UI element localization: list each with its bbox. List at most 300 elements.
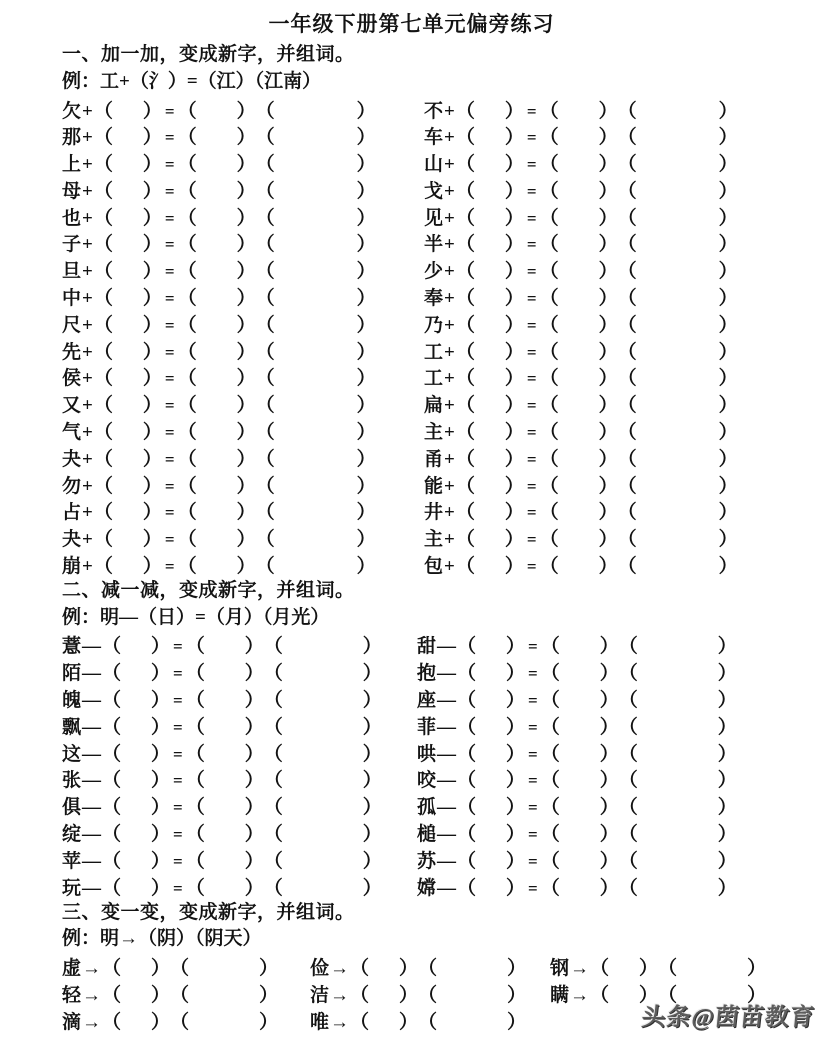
answer-blank (275, 116, 357, 117)
answer-blank (113, 544, 143, 545)
paren-close: ） (236, 207, 256, 229)
exercise-item (417, 846, 737, 873)
paren-close: ） (718, 207, 738, 229)
exercise-row (62, 739, 823, 766)
equals-symbol: = (526, 342, 537, 362)
exercise-item (62, 524, 424, 551)
paren-open: （ (617, 154, 637, 176)
paren-open: （ (455, 127, 475, 149)
paren-close: ） (504, 234, 524, 256)
paren-open: （ (618, 743, 638, 765)
paren-close: ） (718, 154, 738, 176)
answer-blank (113, 249, 143, 250)
answer-blank (121, 812, 151, 813)
paren-close: ） (717, 743, 737, 765)
paren-close: ） (717, 716, 737, 738)
exercise-item (62, 337, 424, 364)
paren-open: （ (539, 154, 559, 176)
exercise-character: 欠 (62, 100, 82, 122)
paren-close: ） (598, 207, 618, 229)
operator-symbol: + (444, 180, 455, 202)
equals-symbol: = (173, 851, 183, 871)
paren-close: ） (506, 824, 526, 846)
answer-blank (283, 651, 363, 652)
paren-open: （ (618, 824, 638, 846)
answer-blank (205, 732, 245, 733)
exercise-item (310, 1007, 550, 1034)
answer-blank (197, 276, 237, 277)
page-title: 一年级下册第七单元偏旁练习 (268, 12, 555, 36)
paren-open: （ (539, 288, 559, 310)
equals-symbol: = (526, 396, 537, 416)
paren-close: ） (236, 127, 256, 149)
paren-close: ） (236, 556, 256, 578)
equals-symbol: = (173, 825, 183, 845)
answer-blank (437, 973, 507, 974)
exercise-item (62, 1007, 310, 1034)
exercise-item (417, 739, 737, 766)
paren-close: ） (151, 636, 171, 658)
equals-symbol: = (164, 423, 175, 443)
operator-symbol: — (437, 636, 457, 658)
paren-close: ） (244, 663, 264, 685)
paren-open: （ (539, 100, 559, 122)
paren-close: ） (142, 475, 162, 497)
paren-open: （ (539, 448, 559, 470)
answer-blank (560, 732, 600, 733)
operator-symbol: → (82, 1011, 102, 1033)
exercise-row (62, 632, 823, 659)
paren-open: （ (255, 556, 275, 578)
exercise-row (62, 685, 823, 712)
paren-open: （ (457, 743, 477, 765)
operator-symbol: + (444, 502, 455, 524)
answer-blank (275, 330, 357, 331)
paren-open: （ (255, 529, 275, 551)
equals-symbol: = (528, 825, 538, 845)
paren-open: （ (93, 288, 113, 310)
exercise-row (62, 792, 823, 819)
paren-close: ） (356, 207, 376, 229)
paren-open: （ (540, 797, 560, 819)
exercise-character: 俭 (310, 958, 330, 979)
paren-open: （ (539, 127, 559, 149)
exercise-item (62, 819, 417, 846)
answer-blank (637, 330, 719, 331)
paren-close: ） (717, 636, 737, 658)
paren-open: （ (255, 475, 275, 497)
answer-blank (560, 759, 600, 760)
paren-open: （ (455, 234, 475, 256)
exercise-row (62, 337, 823, 364)
paren-open: （ (540, 824, 560, 846)
exercise-row (62, 766, 823, 793)
paren-open: （ (618, 636, 638, 658)
answer-blank (113, 169, 143, 170)
paren-open: （ (590, 984, 610, 1006)
paren-close: ） (236, 529, 256, 551)
paren-open: （ (177, 127, 197, 149)
paren-close: ） (236, 100, 256, 122)
section-1-heading: 一、加一加，变成新字，并组词。 (62, 44, 355, 65)
paren-open: （ (540, 663, 560, 685)
answer-blank (113, 330, 143, 331)
paren-open: （ (185, 797, 205, 819)
section-3-example: 例：明→（阴）（阴天） (62, 928, 262, 950)
paren-open: （ (255, 127, 275, 149)
paren-open: （ (102, 984, 122, 1006)
paren-close: ） (142, 180, 162, 202)
answer-blank (638, 759, 718, 760)
paren-open: （ (455, 314, 475, 336)
exercise-character: 奉 (424, 288, 444, 310)
exercise-character: 嫦 (417, 877, 437, 899)
answer-blank (205, 705, 245, 706)
paren-open: （ (263, 824, 283, 846)
paren-close: ） (506, 663, 526, 685)
operator-symbol: — (82, 663, 102, 685)
paren-open: （ (102, 877, 122, 899)
exercise-item (62, 176, 424, 203)
paren-close: ） (504, 288, 524, 310)
paren-open: （ (539, 341, 559, 363)
paren-open: （ (455, 154, 475, 176)
answer-blank (475, 196, 505, 197)
exercise-item (62, 256, 424, 283)
exercise-row (62, 819, 823, 846)
exercise-character: 虚 (62, 958, 82, 979)
answer-blank (197, 116, 237, 117)
paren-close: ） (598, 127, 618, 149)
answer-blank (637, 410, 719, 411)
paren-close: ） (718, 368, 738, 390)
exercise-item (310, 953, 550, 980)
exercise-character: 夬 (62, 529, 82, 551)
paren-close: ） (504, 154, 524, 176)
equals-symbol: = (164, 181, 175, 201)
operator-symbol: → (330, 1011, 350, 1033)
paren-close: ） (747, 958, 767, 979)
exercise-item (62, 203, 424, 230)
paren-close: ） (362, 663, 382, 685)
answer-blank (369, 1000, 399, 1001)
paren-close: ） (244, 636, 264, 658)
operator-symbol: — (82, 850, 102, 872)
exercise-item (424, 283, 738, 310)
paren-open: （ (170, 958, 190, 979)
paren-open: （ (263, 716, 283, 738)
section-2-example: 例：明—（日）=（月）（月光） (62, 606, 330, 628)
equals-symbol: = (528, 744, 538, 764)
equals-symbol: = (164, 476, 175, 496)
paren-close: ） (356, 448, 376, 470)
section-1-example: 例：工+（氵）=（江）（江南） (62, 70, 322, 92)
paren-close: ） (504, 207, 524, 229)
paren-open: （ (618, 770, 638, 792)
paren-close: ） (598, 180, 618, 202)
exercise-character: 又 (62, 395, 82, 417)
paren-open: （ (255, 395, 275, 417)
paren-open: （ (617, 448, 637, 470)
answer-blank (559, 517, 599, 518)
exercise-character: 夬 (62, 448, 82, 470)
exercise-item (417, 712, 737, 739)
paren-open: （ (455, 100, 475, 122)
exercise-item (424, 310, 738, 337)
answer-blank (121, 732, 151, 733)
exercise-character: 气 (62, 422, 82, 444)
exercise-item (62, 390, 424, 417)
paren-open: （ (617, 556, 637, 578)
paren-close: ） (244, 797, 264, 819)
paren-close: ） (356, 529, 376, 551)
operator-symbol: — (437, 770, 457, 792)
paren-open: （ (263, 850, 283, 872)
paren-open: （ (102, 1011, 122, 1033)
answer-blank (275, 303, 357, 304)
operator-symbol: — (82, 824, 102, 846)
exercise-item (417, 631, 737, 658)
paren-open: （ (617, 341, 637, 363)
exercise-character: 半 (424, 234, 444, 256)
paren-close: ） (244, 770, 264, 792)
paren-close: ） (598, 314, 618, 336)
answer-blank (559, 410, 599, 411)
answer-blank (113, 464, 143, 465)
paren-close: ） (506, 797, 526, 819)
paren-close: ） (259, 984, 279, 1006)
answer-blank (369, 1027, 399, 1028)
exercise-item (62, 658, 417, 685)
paren-open: （ (177, 234, 197, 256)
answer-blank (637, 544, 719, 545)
exercise-character: 玩 (62, 877, 82, 899)
paren-open: （ (93, 556, 113, 578)
answer-blank (476, 839, 506, 840)
answer-blank (121, 973, 151, 974)
exercise-character: 唯 (310, 1011, 330, 1033)
answer-blank (637, 169, 719, 170)
paren-close: ） (362, 743, 382, 765)
operator-symbol: + (444, 127, 455, 149)
paren-close: ） (236, 475, 256, 497)
paren-close: ） (151, 958, 171, 979)
answer-blank (197, 303, 237, 304)
answer-blank (559, 464, 599, 465)
paren-open: （ (102, 636, 122, 658)
answer-blank (475, 544, 505, 545)
paren-open: （ (457, 797, 477, 819)
paren-open: （ (177, 154, 197, 176)
operator-symbol: + (82, 154, 93, 176)
paren-close: ） (142, 448, 162, 470)
paren-close: ） (362, 797, 382, 819)
answer-blank (475, 491, 505, 492)
equals-symbol: = (173, 637, 183, 657)
paren-open: （ (617, 127, 637, 149)
answer-blank (275, 491, 357, 492)
exercise-item (417, 685, 737, 712)
operator-symbol: + (444, 314, 455, 336)
paren-open: （ (455, 207, 475, 229)
paren-open: （ (102, 958, 122, 979)
paren-open: （ (255, 314, 275, 336)
exercise-item (310, 980, 550, 1007)
paren-open: （ (93, 529, 113, 551)
paren-open: （ (539, 180, 559, 202)
exercise-character: 瞒 (550, 984, 570, 1006)
paren-close: ） (142, 314, 162, 336)
exercise-character: 山 (424, 154, 444, 176)
paren-close: ） (151, 663, 171, 685)
equals-symbol: = (164, 315, 175, 335)
paren-close: ） (356, 368, 376, 390)
paren-open: （ (185, 877, 205, 899)
equals-symbol: = (173, 664, 183, 684)
operator-symbol: → (570, 984, 590, 1006)
exercise-item (417, 792, 737, 819)
paren-open: （ (540, 690, 560, 712)
paren-close: ） (151, 690, 171, 712)
paren-close: ） (717, 797, 737, 819)
answer-blank (560, 893, 600, 894)
answer-blank (197, 410, 237, 411)
paren-close: ） (142, 556, 162, 578)
answer-blank (559, 276, 599, 277)
answer-blank (205, 678, 245, 679)
equals-symbol: = (173, 878, 183, 898)
paren-open: （ (350, 1011, 370, 1033)
answer-blank (476, 812, 506, 813)
paren-close: ） (356, 261, 376, 283)
equals-symbol: = (526, 449, 537, 469)
paren-open: （ (539, 529, 559, 551)
answer-blank (121, 1000, 151, 1001)
exercise-row (62, 846, 823, 873)
exercise-character: 抱 (417, 663, 437, 685)
answer-blank (283, 866, 363, 867)
paren-open: （ (618, 663, 638, 685)
section-1-rows (62, 96, 823, 578)
paren-close: ） (151, 797, 171, 819)
paren-close: ） (142, 341, 162, 363)
paren-close: ） (142, 368, 162, 390)
paren-open: （ (185, 636, 205, 658)
answer-blank (475, 142, 505, 143)
answer-blank (637, 357, 719, 358)
paren-close: ） (598, 395, 618, 417)
exercise-character: 洁 (310, 984, 330, 1006)
paren-open: （ (255, 502, 275, 524)
paren-close: ） (599, 824, 619, 846)
exercise-row (62, 712, 823, 739)
operator-symbol: + (82, 448, 93, 470)
exercise-item (417, 765, 737, 792)
answer-blank (113, 437, 143, 438)
paren-close: ） (356, 288, 376, 310)
operator-symbol: — (437, 824, 457, 846)
exercise-character: 旦 (62, 261, 82, 283)
exercise-row (62, 310, 823, 337)
paren-close: ） (356, 341, 376, 363)
exercise-item (62, 551, 424, 578)
answer-blank (475, 464, 505, 465)
answer-blank (283, 893, 363, 894)
answer-blank (609, 973, 639, 974)
answer-blank (559, 491, 599, 492)
paren-open: （ (617, 395, 637, 417)
operator-symbol: — (82, 690, 102, 712)
paren-open: （ (418, 984, 438, 1006)
operator-symbol: → (82, 958, 102, 979)
operator-symbol: + (444, 395, 455, 417)
exercise-item (424, 96, 738, 123)
paren-close: ） (598, 529, 618, 551)
paren-open: （ (93, 341, 113, 363)
paren-open: （ (255, 368, 275, 390)
operator-symbol: — (82, 770, 102, 792)
section-add (62, 42, 823, 578)
paren-close: ） (236, 180, 256, 202)
equals-symbol: = (173, 744, 183, 764)
answer-blank (275, 223, 357, 224)
paren-close: ） (236, 341, 256, 363)
paren-open: （ (618, 716, 638, 738)
paren-close: ） (356, 556, 376, 578)
paren-open: （ (455, 422, 475, 444)
paren-open: （ (618, 797, 638, 819)
paren-open: （ (177, 207, 197, 229)
exercise-row (62, 471, 823, 498)
equals-symbol: = (526, 181, 537, 201)
paren-open: （ (617, 180, 637, 202)
paren-open: （ (617, 288, 637, 310)
exercise-item (62, 685, 417, 712)
paren-open: （ (539, 234, 559, 256)
answer-blank (205, 893, 245, 894)
equals-symbol: = (164, 396, 175, 416)
answer-blank (475, 116, 505, 117)
answer-blank (475, 330, 505, 331)
paren-close: ） (399, 958, 419, 979)
exercise-character: 包 (424, 556, 444, 578)
paren-close: ） (399, 1011, 419, 1033)
exercise-character: 上 (62, 154, 82, 176)
paren-close: ） (142, 395, 162, 417)
paren-close: ） (747, 984, 767, 1006)
section-2-rows (62, 632, 823, 900)
answer-blank (437, 1027, 507, 1028)
exercise-item (424, 471, 738, 498)
paren-open: （ (457, 636, 477, 658)
paren-close: ） (718, 100, 738, 122)
exercise-item (424, 417, 738, 444)
exercise-character: 咬 (417, 770, 437, 792)
paren-open: （ (177, 475, 197, 497)
paren-close: ） (506, 716, 526, 738)
operator-symbol: + (82, 395, 93, 417)
exercise-item (62, 873, 417, 900)
paren-close: ） (718, 127, 738, 149)
answer-blank (121, 705, 151, 706)
exercise-item (62, 283, 424, 310)
paren-close: ） (718, 422, 738, 444)
answer-blank (560, 812, 600, 813)
paren-open: （ (618, 690, 638, 712)
exercise-character: 绽 (62, 824, 82, 846)
paren-open: （ (255, 448, 275, 470)
answer-blank (637, 437, 719, 438)
